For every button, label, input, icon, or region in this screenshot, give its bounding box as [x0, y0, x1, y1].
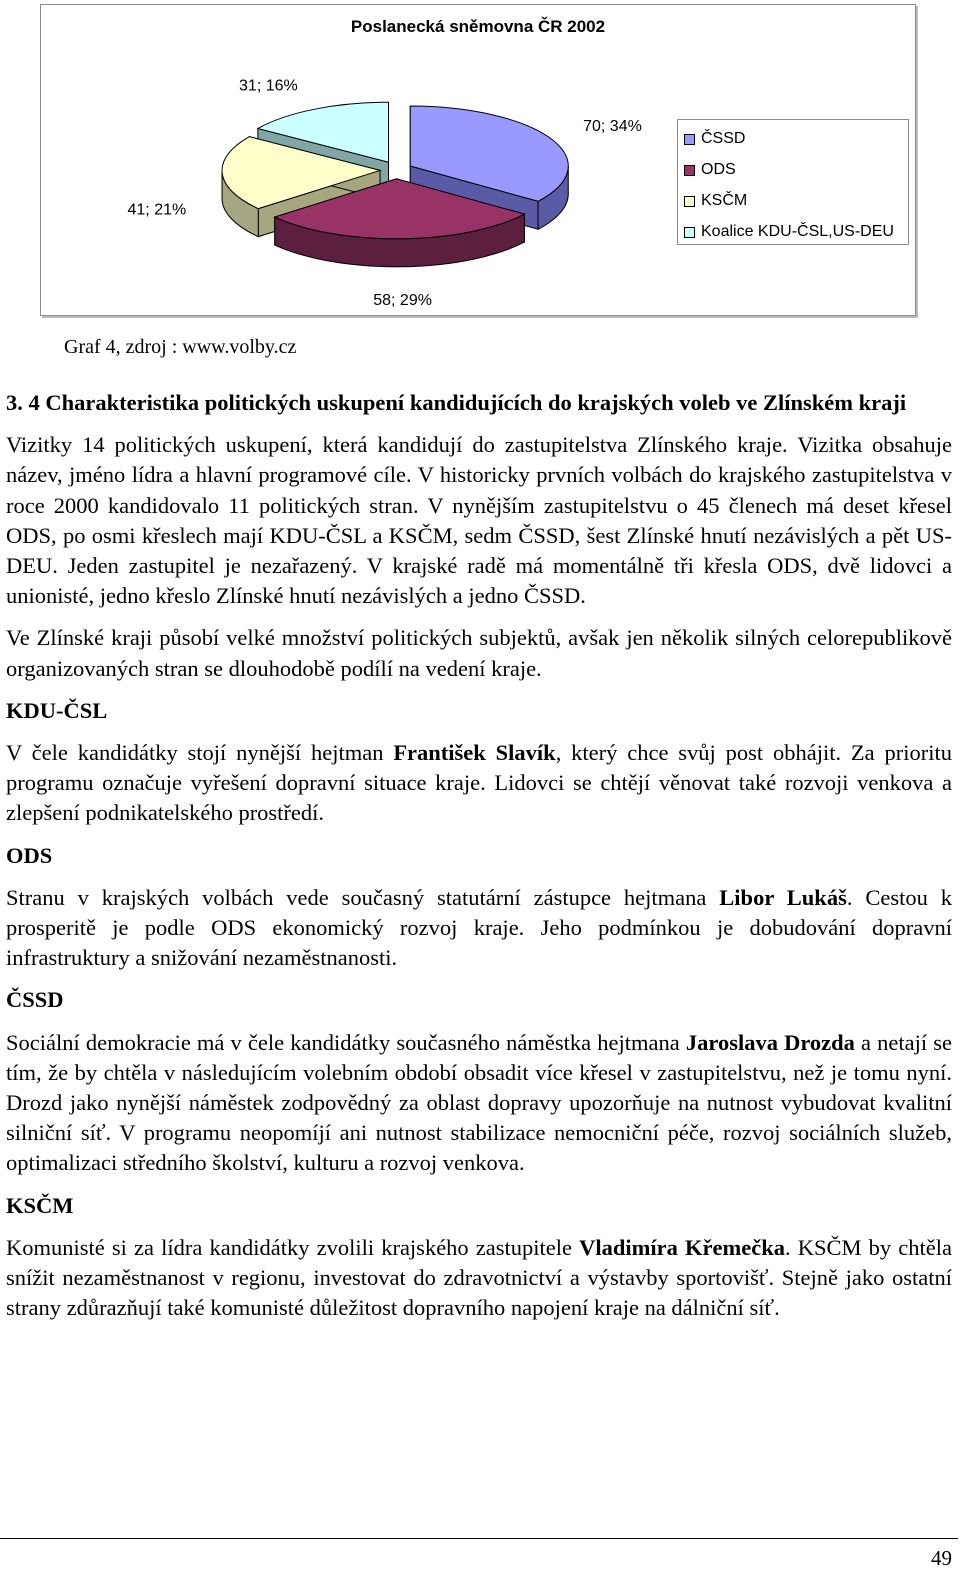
- leader-name: Libor Lukáš: [719, 884, 847, 910]
- legend-label: Koalice KDU-ČSL,US-DEU: [701, 223, 894, 240]
- leader-name: František Slavík: [393, 740, 556, 766]
- data-label-cssd: 70; 34%: [583, 118, 642, 136]
- paragraph-text: V čele kandidátky stojí nynější hejtman: [6, 740, 394, 766]
- party-paragraph-cssd: [6, 1028, 952, 1179]
- figure-caption: Graf 4, zdroj : www.volby.cz: [64, 336, 297, 358]
- chart-legend: [677, 119, 909, 245]
- party-heading-kdu: KDU-ČSL: [6, 697, 108, 723]
- paragraph-text: , který chce svůj post obhájit. Za prioritu programu označuje vyřešení dopravní situace kraje. Lidovci se chtějí věnovat také rozvoji venkova a zlepšení podnikatelského prostředí.: [6, 740, 952, 826]
- data-label-koalice-kdu-csl-us-deu: 31; 16%: [239, 77, 298, 95]
- legend-item-kscm: [684, 190, 747, 212]
- party-paragraph-ods: [6, 883, 952, 974]
- party-heading-cssd: ČSSD: [6, 987, 64, 1013]
- document-body: [6, 388, 952, 1323]
- data-label-kscm: 41; 21%: [127, 201, 187, 219]
- paragraph-text: Stranu v krajských volbách vede současný statutární zástupce hejtmana: [6, 884, 720, 910]
- data-label-ods: 58; 29%: [373, 291, 432, 309]
- legend-swatch: [684, 227, 695, 238]
- chart-title: Poslanecká sněmovna ČR 2002: [350, 17, 606, 36]
- party-paragraph-kscm: [6, 1233, 952, 1324]
- legend-swatch: [684, 165, 695, 176]
- footer-divider: [0, 1538, 958, 1539]
- legend-item-ods: [684, 159, 736, 181]
- paragraph-text: Sociální demokracie má v čele kandidátky současného náměstka hejtmana: [6, 1029, 686, 1055]
- leader-name: Jaroslava Drozda: [685, 1029, 855, 1055]
- paragraph-text: . Cestou k prosperitě je podle ODS ekonomický rozvoj kraje. Jeho podmínkou je dobudování dopravní infrastruktury a snižování nezaměstnanosti.: [6, 884, 952, 971]
- legend-item-cssd: [684, 128, 745, 150]
- legend-item-koalice-kdu-csl-us-deu: [684, 221, 894, 243]
- party-heading-ods: ODS: [6, 842, 53, 868]
- party-paragraph-kdu: [6, 738, 952, 829]
- paragraph-text: Komunisté si za lídra kandidátky zvolili krajského zastupitele: [6, 1234, 580, 1260]
- page-number: 49: [931, 1546, 952, 1570]
- section-heading: 3. 4 Charakteristika politických uskupení kandidujících do krajských voleb ve Zlínském kraji: [6, 390, 907, 415]
- paragraph-text: . KSČM by chtěla snížit nezaměstnanost v regionu, investovat do zdravotnictví a výstavby sportovišť. Stejně jako ostatní strany zdůrazňují také komunisté důležitost dopravního napojení kraje na dálniční síť.: [6, 1234, 953, 1321]
- leader-name: Vladimíra Křemečka: [579, 1234, 785, 1260]
- legend-swatch: [684, 196, 695, 207]
- party-heading-kscm: KSČM: [6, 1192, 74, 1218]
- legend-label: ODS: [701, 161, 736, 178]
- pie-chart: [40, 4, 916, 316]
- legend-swatch: [684, 134, 695, 145]
- intro-paragraph-2: Ve Zlínské kraji působí velké množství politických subjektů, avšak jen několik silných celorepublikově organizovaných stran se dlouhodobě podílí na vedení kraje.: [6, 625, 952, 681]
- intro-paragraph-1: Vizitky 14 politických uskupení, která kandidují do zastupitelstva Zlínského kraje. Vizitka obsahuje název, jméno lídra a hlavní programové cíle. V historicky prvních volbách do krajského zastupitelstva v roce 2000 kandidovalo 11 politických stran. V nynějším zastupitelstvu o 45 členech má deset křesel ODS, po osmi křeslech mají KDU-ČSL a KSČM, sedm ČSSD, šest Zlínské hnutí nezávislých a pět US-DEU. Jeden zastupitel je nezařazený. V krajské radě má momentálně tři křesla ODS, dvě lidovci a unionisté, jedno křeslo Zlínské hnutí nezávislých a jedno ČSSD.: [6, 432, 952, 609]
- paragraph-text: a netají se tím, že by chtěla v následujícím volebním období obsadit více křesel v zastupitelstvu, než je tomu nyní. Drozd jako nynější náměstek zodpovědný za oblast dopravy upozorňuje na nutnost vybudovat kvalitní silniční síť. V programu neopomíjí ani nutnost stabilizace nemocniční péče, rozvoj sociálních služeb, optimalizaci středního školství, kulturu a rozvoj venkova.: [6, 1029, 952, 1176]
- legend-label: KSČM: [701, 192, 748, 209]
- legend-label: ČSSD: [701, 130, 746, 147]
